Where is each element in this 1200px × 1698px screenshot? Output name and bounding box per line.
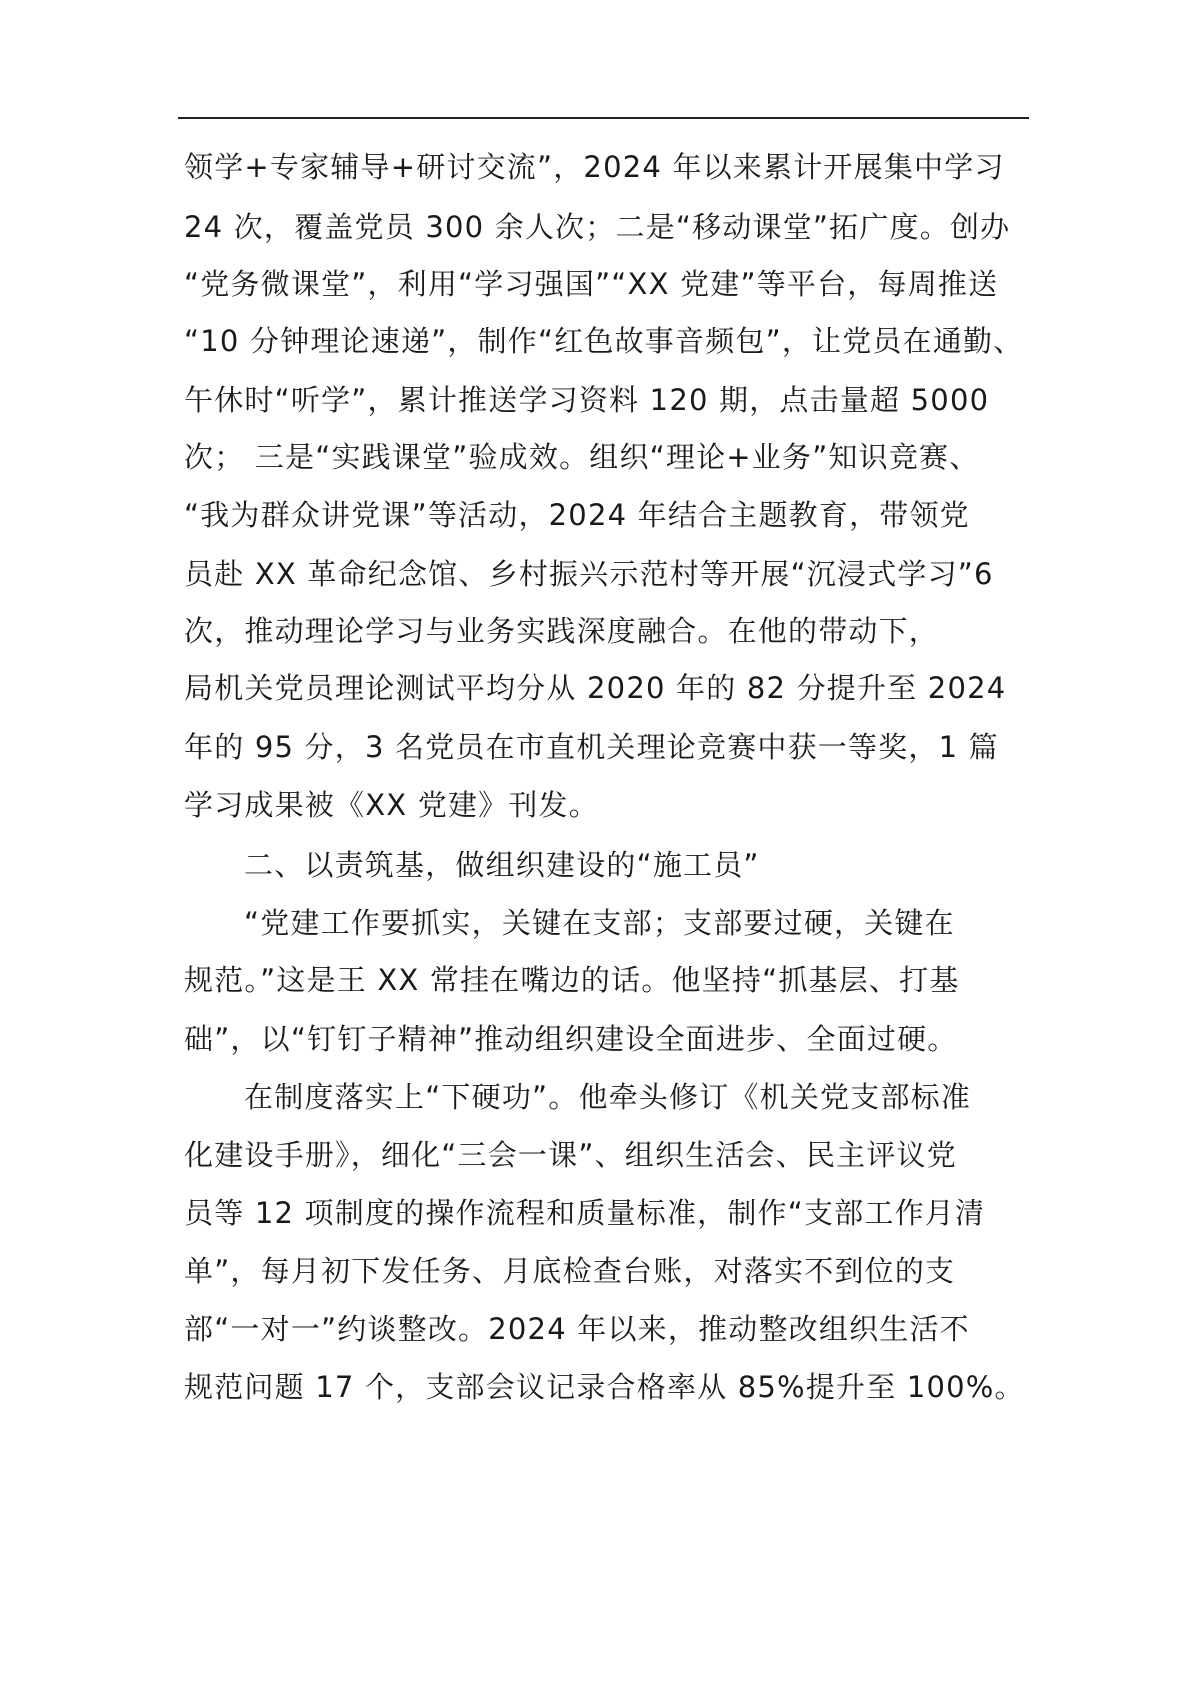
text-line: 领学+专家辅导+研讨交流”，2024 年以来累计开展集中学习 bbox=[184, 150, 1005, 184]
text-line: 部“一对一”约谈整改。2024 年以来，推动整改组织生活不 bbox=[184, 1312, 970, 1346]
text-line: 员等 12 项制度的操作流程和质量标准，制作“支部工作月清 bbox=[184, 1196, 986, 1230]
text-line: 次，推动理论学习与业务实践深度融合。在他的带动下， bbox=[184, 614, 940, 648]
text-line: 次； 三是“实践课堂”验成效。组织“理论+业务”知识竞赛、 bbox=[184, 440, 980, 474]
text-line: 单”，每月初下发任务、月底检查台账，对落实不到位的支 bbox=[184, 1254, 956, 1288]
header-rule bbox=[178, 117, 1029, 119]
text-line: 学习成果被《XX 党建》刊发。 bbox=[184, 788, 599, 822]
text-line: 在制度落实上“下硬功”。他牵头修订《机关党支部标准 bbox=[244, 1080, 972, 1114]
text-line: 年的 95 分，3 名党员在市直机关理论竞赛中获一等奖，1 篇 bbox=[184, 730, 999, 764]
text-line: 局机关党员理论测试平均分从 2020 年的 82 分提升至 2024 bbox=[184, 671, 1007, 705]
text-line: 员赴 XX 革命纪念馆、乡村振兴示范村等开展“沉浸式学习”6 bbox=[184, 557, 994, 591]
text-line: 化建设手册》，细化“三会一课”、组织生活会、民主评议党 bbox=[184, 1138, 957, 1172]
text-line: 础”，以“钉钉子精神”推动组织建设全面进步、全面过硬。 bbox=[184, 1022, 958, 1056]
text-line: 规范。”这是王 XX 常挂在嘴边的话。他坚持“抓基层、打基 bbox=[184, 963, 960, 997]
text-line: 规范问题 17 个，支部会议记录合格率从 85%提升至 100%。 bbox=[184, 1370, 1025, 1404]
text-line: 24 次，覆盖党员 300 余人次；二是“移动课堂”拓广度。创办 bbox=[184, 210, 1011, 244]
text-line: “党务微课堂”，利用“学习强国”“XX 党建”等平台，每周推送 bbox=[184, 267, 999, 301]
text-line: “10 分钟理论速递”，制作“红色故事音频包”，让党员在通勤、 bbox=[184, 324, 1024, 358]
text-line: “我为群众讲党课”等活动，2024 年结合主题教育，带领党 bbox=[184, 498, 970, 532]
text-line: 午休时“听学”，累计推送学习资料 120 期，点击量超 5000 bbox=[184, 383, 990, 417]
section-heading: 二、以责筑基，做组织建设的“施工员” bbox=[244, 848, 760, 882]
text-line: “党建工作要抓实，关键在支部；支部要过硬，关键在 bbox=[244, 906, 955, 940]
